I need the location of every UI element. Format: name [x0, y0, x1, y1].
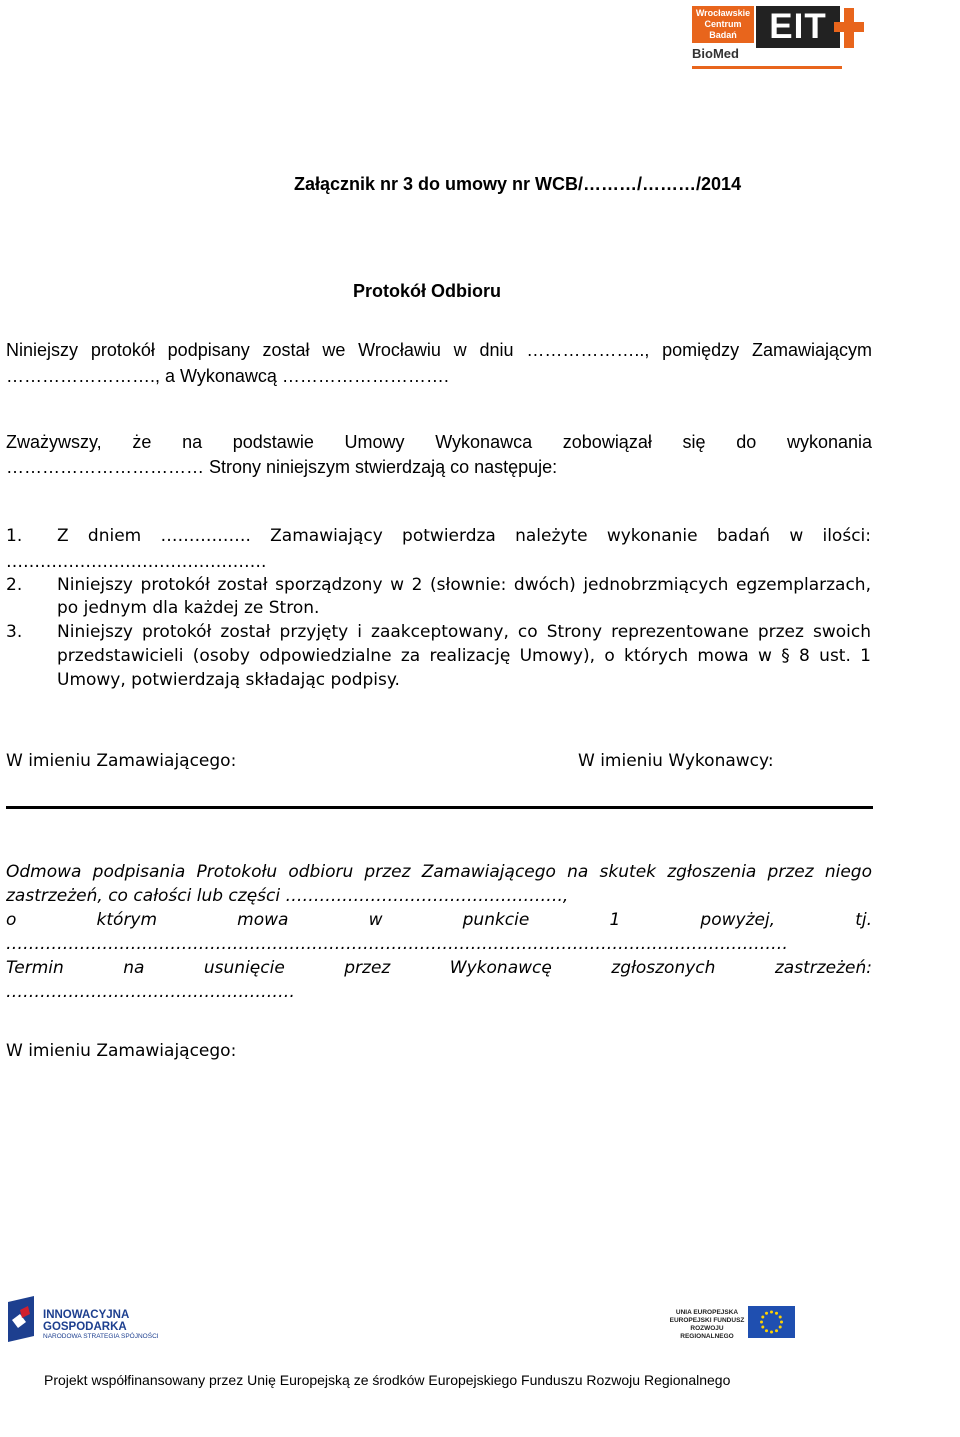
eu-text-line2: EUROPEJSKI FUNDUSZ: [669, 1317, 745, 1324]
signature-contractor-label: W imieniu Wykonawcy:: [578, 751, 774, 771]
eu-text-line3: ROZWOJU REGIONALNEGO: [680, 1325, 734, 1340]
item-1-line1: Z dniem ……………. Zamawiający potwierdza należyte wykonanie badań w ilości:: [57, 526, 871, 546]
refusal-line6: ……………………………………………: [6, 982, 295, 1002]
refusal-line2: zastrzeżeń, co całości lub części ………………………………………….,: [6, 886, 569, 906]
ig-subtitle: NARODOWA STRATEGIA SPÓJNOŚCI: [43, 1333, 159, 1340]
item-3-line2: przedstawicieli (osoby odpowiedzialne za realizację Umowy), o których mowa w § 8 ust. 1: [57, 646, 871, 666]
plus-icon-bar: [834, 22, 864, 32]
item-3-line1: Niniejszy protokół został przyjęty i zaakceptowany, co Strony reprezentowane przez swoich: [57, 622, 871, 642]
refusal-line1: Odmowa podpisania Protokołu odbioru przez Zamawiającego na skutek zgłoszenia przez niego: [6, 862, 872, 882]
signature-divider: [6, 806, 873, 809]
wcb-eit-biomed-logo: [692, 6, 870, 70]
ig-title: [43, 1309, 129, 1333]
biomed-logo-text: BioMed: [692, 46, 739, 61]
item-2-line1: Niniejszy protokół został sporządzony w 2 (słownie: dwóch) jednobrzmiących egzemplarzach,: [57, 575, 871, 595]
intro-paragraph-line1: Niniejszy protokół podpisany został we Wrocławiu w dniu ……………….., pomiędzy Zamawiającym: [6, 340, 872, 360]
eu-logo: [668, 1306, 796, 1338]
whereas-paragraph-line1: Zważywszy, że na podstawie Umowy Wykonawca zobowiązał się do wykonania: [6, 432, 872, 452]
refusal-line4: …………………………………………………………………………………………………………………………: [6, 934, 788, 954]
item-1-number: 1.: [6, 526, 23, 546]
item-3-number: 3.: [6, 622, 23, 642]
eu-flag-icon: [748, 1306, 795, 1338]
logo-underline: [692, 66, 842, 69]
wcb-logo-text: Wrocławskie Centrum Badań: [692, 6, 754, 43]
eu-text-line1: UNIA EUROPEJSKA: [675, 1309, 739, 1316]
document-title: Załącznik nr 3 do umowy nr WCB/………/………/2014: [294, 174, 742, 194]
innovative-economy-flag-icon: [6, 1296, 36, 1342]
eu-logo-text: [668, 1309, 746, 1341]
ig-title-line1: INNOWACYJNA: [43, 1309, 130, 1321]
intro-paragraph-line2: ……………………., a Wykonawcą ……………………….: [6, 366, 449, 386]
item-2-number: 2.: [6, 575, 23, 595]
signature-client-bottom-label: W imieniu Zamawiającego:: [6, 1041, 237, 1061]
item-2-line2: po jednym dla każdej ze Stron.: [57, 598, 320, 618]
item-1-line2: ……………………………………….: [6, 552, 267, 572]
ig-title-line2: GOSPODARKA: [43, 1321, 127, 1333]
refusal-line3: o którym mowa w punkcie 1 powyżej, tj.: [6, 910, 872, 930]
signature-client-label: W imieniu Zamawiającego:: [6, 751, 237, 771]
item-3-line3: Umowy, potwierdzają składając podpisy.: [57, 670, 400, 690]
document-heading: Protokół Odbioru: [353, 281, 501, 301]
eit-logo-text: EIT: [756, 6, 840, 48]
whereas-paragraph-line2: …………………………… Strony niniejszym stwierdzają co następuje:: [6, 457, 558, 477]
innowacyjna-gospodarka-logo: [6, 1296, 166, 1342]
refusal-line5: Termin na usunięcie przez Wykonawcę zgłoszonych zastrzeżeń:: [6, 958, 872, 978]
footer-funding-note: Projekt współfinansowany przez Unię Europejską ze środków Europejskiego Funduszu Rozwoju Regionalnego: [44, 1372, 731, 1388]
